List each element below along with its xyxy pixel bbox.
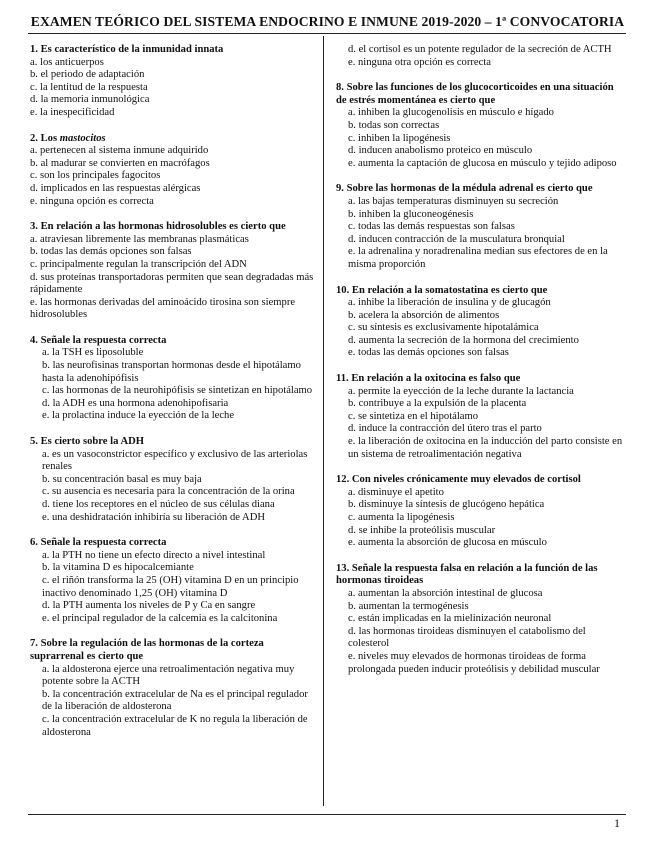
question-stem [336,183,626,196]
question-text: Es cierto sobre la ADH [40,436,144,448]
answer-option: c. son los principales fagocitos [30,170,161,182]
question-number: 2. [30,132,38,144]
question-stem [336,474,626,487]
question-8 [336,82,626,170]
answer-option: d. la ADH es una hormona adenohipofisaria [42,397,229,409]
question-stem [336,373,626,386]
question-4 [30,335,314,423]
answer-option: a. inhibe la liberación de insulina y de glucagón [348,297,551,309]
question-7 [30,638,314,739]
answer-option: c. la concentración extracelular de K no regula la liberación de aldosterona [42,713,308,738]
question-stem [336,563,626,588]
answer-option: b. inhiben la gluconeogénesis [348,208,474,220]
question-3 [30,221,314,322]
answer-option: c. están implicadas en la mielinización neuronal [348,613,552,625]
answer-option: b. todas son correctas [348,119,440,131]
answer-option: e. niveles muy elevados de hormonas tiroideas de forma prolongada pueden inducir proteólisis y debilidad muscular [348,650,600,675]
answer-option: d. la PTH aumenta los niveles de P y Ca en sangre [42,600,256,612]
answer-option: d. la memoria inmunológica [30,94,150,106]
answer-option: a. la TSH es liposoluble [42,347,144,359]
question-9 [336,183,626,271]
answer-option: d. el cortisol es un potente regulador de la secreción de ACTH [348,44,612,55]
question-stem [336,82,626,107]
answer-option: d. las hormonas tiroideas disminuyen el catabolismo del colesterol [348,625,586,650]
answer-option: c. las hormonas de la neurohipófisis se sintetizan en hipotálamo [42,385,313,397]
question-text: En relación a la somatostatina es cierto que [351,284,548,296]
question-stem [336,285,626,298]
answer-option: d. implicados en las respuestas alérgicas [30,182,201,194]
answer-option: a. atraviesan libremente las membranas plasmáticas [30,233,249,245]
right-column [336,44,626,689]
question-text: Señale la respuesta falsa en relación a la función de las hormonas tiroideas [336,562,598,587]
answer-option: b. el periodo de adaptación [30,69,145,81]
answer-option: e. el principal regulador de la calcemia es la calcitonina [42,612,278,624]
question-stem [30,133,314,146]
question-1 [30,44,314,120]
question-number: 12. [336,474,350,486]
answer-option: a. la aldosterona ejerce una retroalimentación negativa muy potente sobre la ACTH [42,663,295,688]
answer-option: b. aumentan la termogénesis [348,600,469,612]
question-number: 5. [30,436,38,448]
question-text: Los mastocitos [40,132,106,144]
question-13 [336,563,626,676]
question-number: 13. [336,562,350,574]
question-stem [30,221,314,234]
footer-rule [28,814,626,815]
answer-option: b. la concentración extracelular de Na es el principal regulador de la liberación de aldosterona [42,688,308,713]
answer-option: b. contribuye a la expulsión de la placenta [348,398,527,410]
answer-option: b. las neurofisinas transportan hormonas desde el hipotálamo hasta la adenohipófisis [42,360,301,384]
question-number: 3. [30,221,38,233]
question-5 [30,436,314,524]
answer-option: e. aumenta la captación de glucosa en músculo y tejido adiposo [348,157,617,169]
question-12 [336,474,626,550]
question-stem [30,335,314,348]
answer-option: e. una deshidratación inhibiría su liberación de ADH [42,511,265,523]
page-title: EXAMEN TEÓRICO DEL SISTEMA ENDOCRINO E INMUNE 2019-2020 – 1ª CONVOCATORIA [30,14,625,29]
answer-option: c. la lentitud de la respuesta [30,81,148,93]
answer-option: e. aumenta la absorción de glucosa en músculo [348,537,547,549]
question-stem [30,638,314,663]
answer-option: a. aumentan la absorción intestinal de glucosa [348,587,543,599]
question-text: Señale la respuesta correcta [40,537,167,549]
title-rule [28,33,626,34]
answer-option: b. todas las demás opciones son falsas [30,246,192,258]
answer-option: c. inhiben la lipogénesis [348,132,451,144]
answer-option: d. aumenta la secreción de la hormona del crecimiento [348,334,579,346]
answer-option: e. la adrenalina y noradrenalina median sus efectores de en la misma proporción [348,246,608,270]
answer-option: d. tiene los receptores en el núcleo de sus células diana [42,499,275,510]
answer-option: c. el riñón transforma la 25 (OH) vitamina D en un principio inactivo denominado 1,25 (OH) vitamina D [42,574,299,599]
question-number: 8. [336,82,344,94]
question-text: Es característico de la inmunidad innata [40,44,224,55]
answer-option: e. todas las demás opciones son falsas [348,347,509,359]
question-11 [336,373,626,461]
answer-option: d. inducen anabolismo proteico en músculo [348,145,533,157]
question-2 [30,133,314,209]
page-number: 1 [614,816,620,830]
answer-option: a. pertenecen al sistema inmune adquirido [30,145,209,157]
answer-option: a. los anticuerpos [30,56,104,68]
question-number: 1. [30,44,38,55]
answer-option: e. ninguna otra opción es correcta [348,56,491,68]
answer-option: b. al madurar se convierten en macrófagos [30,157,210,169]
question-number: 9. [336,183,344,195]
question-text: En relación a las hormonas hidrosolubles es cierto que [40,221,286,233]
answer-option: e. ninguna opción es correcta [30,195,154,207]
answer-option: c. su síntesis es exclusivamente hipotalámica [348,322,539,334]
answer-option: b. la vitamina D es hipocalcemiante [42,562,194,574]
answer-option: a. es un vasoconstrictor específico y exclusivo de las arteriolas renales [42,448,308,473]
answer-option: c. aumenta la lipogénesis [348,512,455,523]
question-text: Con niveles crónicamente muy elevados de cortisol [351,474,581,486]
question-stem [30,44,314,57]
question-stem [30,436,314,449]
answer-option: b. acelera la absorción de alimentos [348,309,500,321]
answer-option: b. disminuye la síntesis de glucógeno hepática [348,499,545,511]
question-text: En relación a la oxitocina es falso que [351,373,521,385]
answer-option: b. su concentración basal es muy baja [42,473,202,485]
answer-option: d. inducen contracción de la musculatura bronquial [348,233,565,245]
question-number: 4. [30,334,38,346]
answer-option: e. la inespecificidad [30,106,115,118]
answer-option: a. disminuye el apetito [348,486,444,498]
question-7-continuation [336,44,626,69]
answer-option: d. induce la contracción del útero tras el parto [348,423,542,435]
answer-option: a. inhiben la glucogenolisis en músculo e hígado [348,107,554,119]
answer-option: e. las hormonas derivadas del aminoácido tirosina son siempre hidrosolubles [30,296,296,321]
answer-option: d. se inhibe la proteólisis muscular [348,524,496,536]
question-6 [30,537,314,625]
answer-option: c. su ausencia es necesaria para la concentración de la orina [42,486,295,498]
question-text: Señale la respuesta correcta [40,334,167,346]
question-text: Sobre la regulación de las hormonas de la corteza suprarrenal es cierto que [30,638,264,662]
answer-option: a. la PTH no tiene un efecto directo a nivel intestinal [42,549,266,561]
answer-option: a. las bajas temperaturas disminuyen su secreción [348,195,559,207]
question-text: Sobre las funciones de los glucocorticoides en una situación de estrés momentánea es cierto que [336,82,614,106]
question-10 [336,285,626,361]
question-number: 10. [336,284,350,296]
answer-option: e. la liberación de oxitocina en la inducción del parto consiste en un sistema de retroalimentación negativa [348,436,623,460]
question-number: 6. [30,537,38,549]
question-stem [30,537,314,550]
answer-option: c. principalmente regulan la transcripción del ADN [30,258,247,270]
question-number: 11. [336,373,349,385]
question-number: 7. [30,638,38,650]
question-text: Sobre las hormonas de la médula adrenal es cierto que [346,183,593,195]
answer-option: e. la prolactina induce la eyección de la leche [42,410,235,422]
answer-option: c. se sintetiza en el hipotálamo [348,410,479,422]
column-divider [323,36,324,806]
answer-option: d. sus proteínas transportadoras permiten que sean degradadas más rápidamente [30,271,314,296]
answer-option: c. todas las demás respuestas son falsas [348,221,515,233]
answer-option: a. permite la eyección de la leche durante la lactancia [348,385,574,397]
left-column [30,44,314,752]
